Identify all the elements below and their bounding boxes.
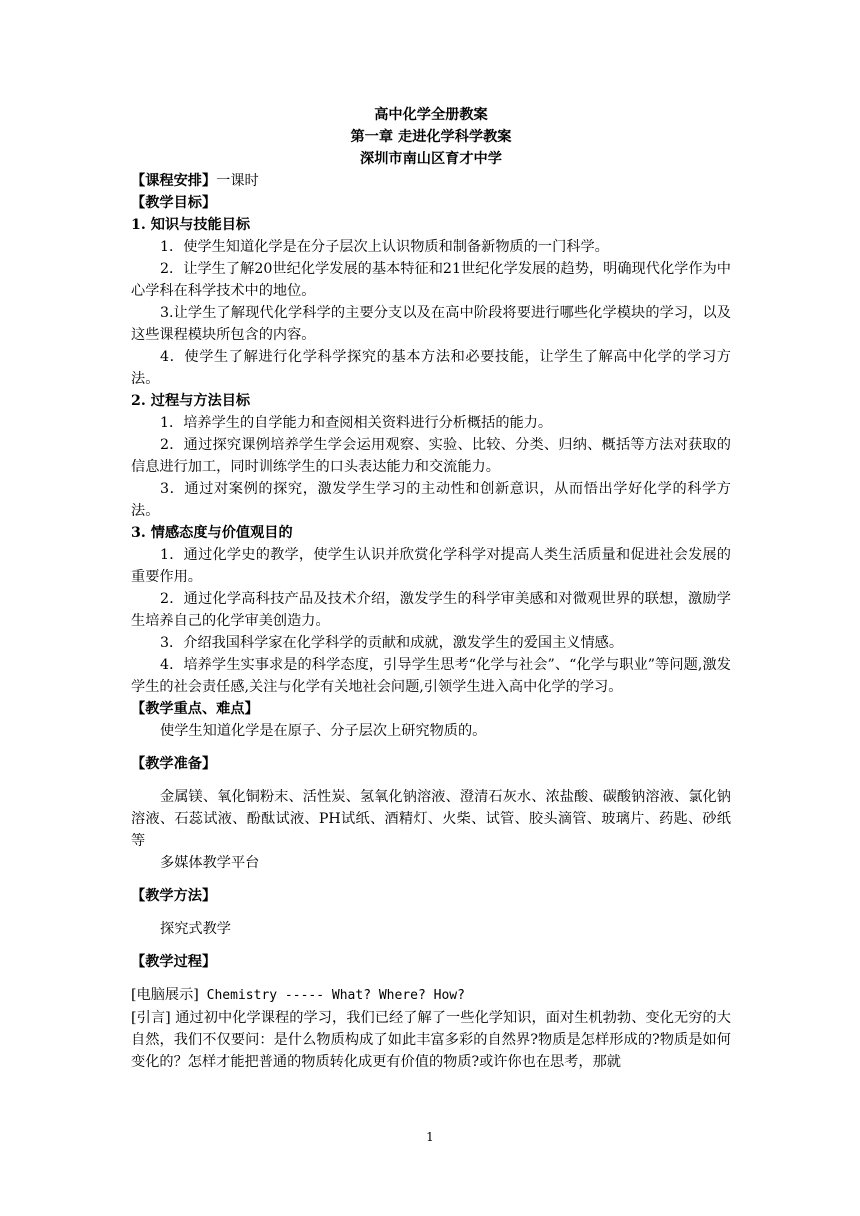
preparation-label: 【教学准备】 [131, 756, 217, 772]
objective-item: 1．使学生知道化学是在分子层次上认识物质和制备新物质的一门科学。 [160, 239, 609, 255]
method-text: 探究式教学 [160, 921, 231, 937]
process-intro-paragraph [131, 1007, 731, 1073]
objective-item: 3．通过对案例的探究，激发学生学习的主动性和创新意识，从而悟出学好化学的科学方法。 [131, 481, 731, 519]
document-title: 高中化学全册教案 [374, 107, 488, 123]
objective-item: 2．让学生了解20世纪化学发展的基本特征和21世纪化学发展的趋势，明确现代化学作为中心学科在科学技术中的地位。 [131, 261, 731, 299]
chapter-title: 第一章 走进化学科学教案 [350, 129, 512, 145]
objective-item: 2．通过化学高科技产品及技术介绍，激发学生的科学审美感和对微观世界的联想，激励学生培养自己的化学审美创造力。 [131, 591, 731, 629]
intro-text: 通过初中化学课程的学习，我们已经了解了一些化学知识，面对生机勃勃、变化无穷的大自然，我们不仅要问：是什么物质构成了如此丰富多彩的自然界?物质是怎样形成的?物质是如何变化的？怎样才能把普通的物质转化成更有价值的物质?或许你也在思考，那就 [131, 1010, 731, 1070]
key-points-text: 使学生知道化学是在原子、分子层次上研究物质的。 [160, 723, 487, 739]
school-name: 深圳市南山区育才中学 [360, 151, 502, 167]
objective-item: 1．通过化学史的教学，使学生认识并欣赏化学科学对提高人类生活质量和促进社会发展的重要作用。 [131, 547, 731, 585]
process-label: 【教学过程】 [131, 954, 217, 970]
objective-item: 3.让学生了解现代化学科学的主要分支以及在高中阶段将要进行哪些化学模块的学习，以及这些课程模块所包含的内容。 [131, 305, 731, 343]
intro-tag: [引言] [131, 1010, 171, 1026]
process-display-line [131, 984, 731, 1007]
page-number: 1 [426, 1130, 434, 1144]
objective-item: 3．介绍我国科学家在化学科学的贡献和成就，激发学生的爱国主义情感。 [160, 635, 624, 651]
objective-item: 1．培养学生的自学能力和查阅相关资料进行分析概括的能力。 [160, 415, 553, 431]
schedule-line [131, 170, 731, 192]
display-text: Chemistry ----- What? Where? How? [198, 988, 465, 1003]
objective-item: 2．通过探究课例培养学生学会运用观察、实验、比较、分类、归纳、概括等方法对获取的信息进行加工，同时训练学生的口头表达能力和交流能力。 [131, 437, 731, 475]
objectives-label: 【教学目标】 [131, 195, 217, 211]
section-title-knowledge: 1. 知识与技能目标 [131, 217, 251, 233]
method-label: 【教学方法】 [131, 888, 217, 904]
section-title-attitude: 3. 情感态度与价值观目的 [131, 525, 293, 541]
objective-item: 4．使学生了解进行化学科学探究的基本方法和必要技能，让学生了解高中化学的学习方法。 [131, 349, 731, 387]
schedule-value: 一课时 [216, 173, 259, 189]
key-points-label: 【教学重点、难点】 [131, 701, 259, 717]
preparation-platform: 多媒体教学平台 [160, 855, 260, 871]
document-body [131, 104, 731, 1073]
objective-item: 4．培养学生实事求是的科学态度，引导学生思考“化学与社会”、“化学与职业”等问题,激发学生的社会责任感,关注与化学有关地社会问题,引领学生进入高中化学的学习。 [131, 657, 731, 695]
display-tag: [电脑展示] [131, 987, 199, 1003]
schedule-label: 【课程安排】 [131, 173, 217, 189]
section-title-process: 2. 过程与方法目标 [131, 393, 251, 409]
preparation-materials: 金属镁、氧化铜粉末、活性炭、氢氧化钠溶液、澄清石灰水、浓盐酸、碳酸钠溶液、氯化钠溶液、石蕊试液、酚酞试液、PH试纸、酒精灯、火柴、试管、胶头滴管、玻璃片、药匙、砂纸等 [131, 789, 731, 849]
